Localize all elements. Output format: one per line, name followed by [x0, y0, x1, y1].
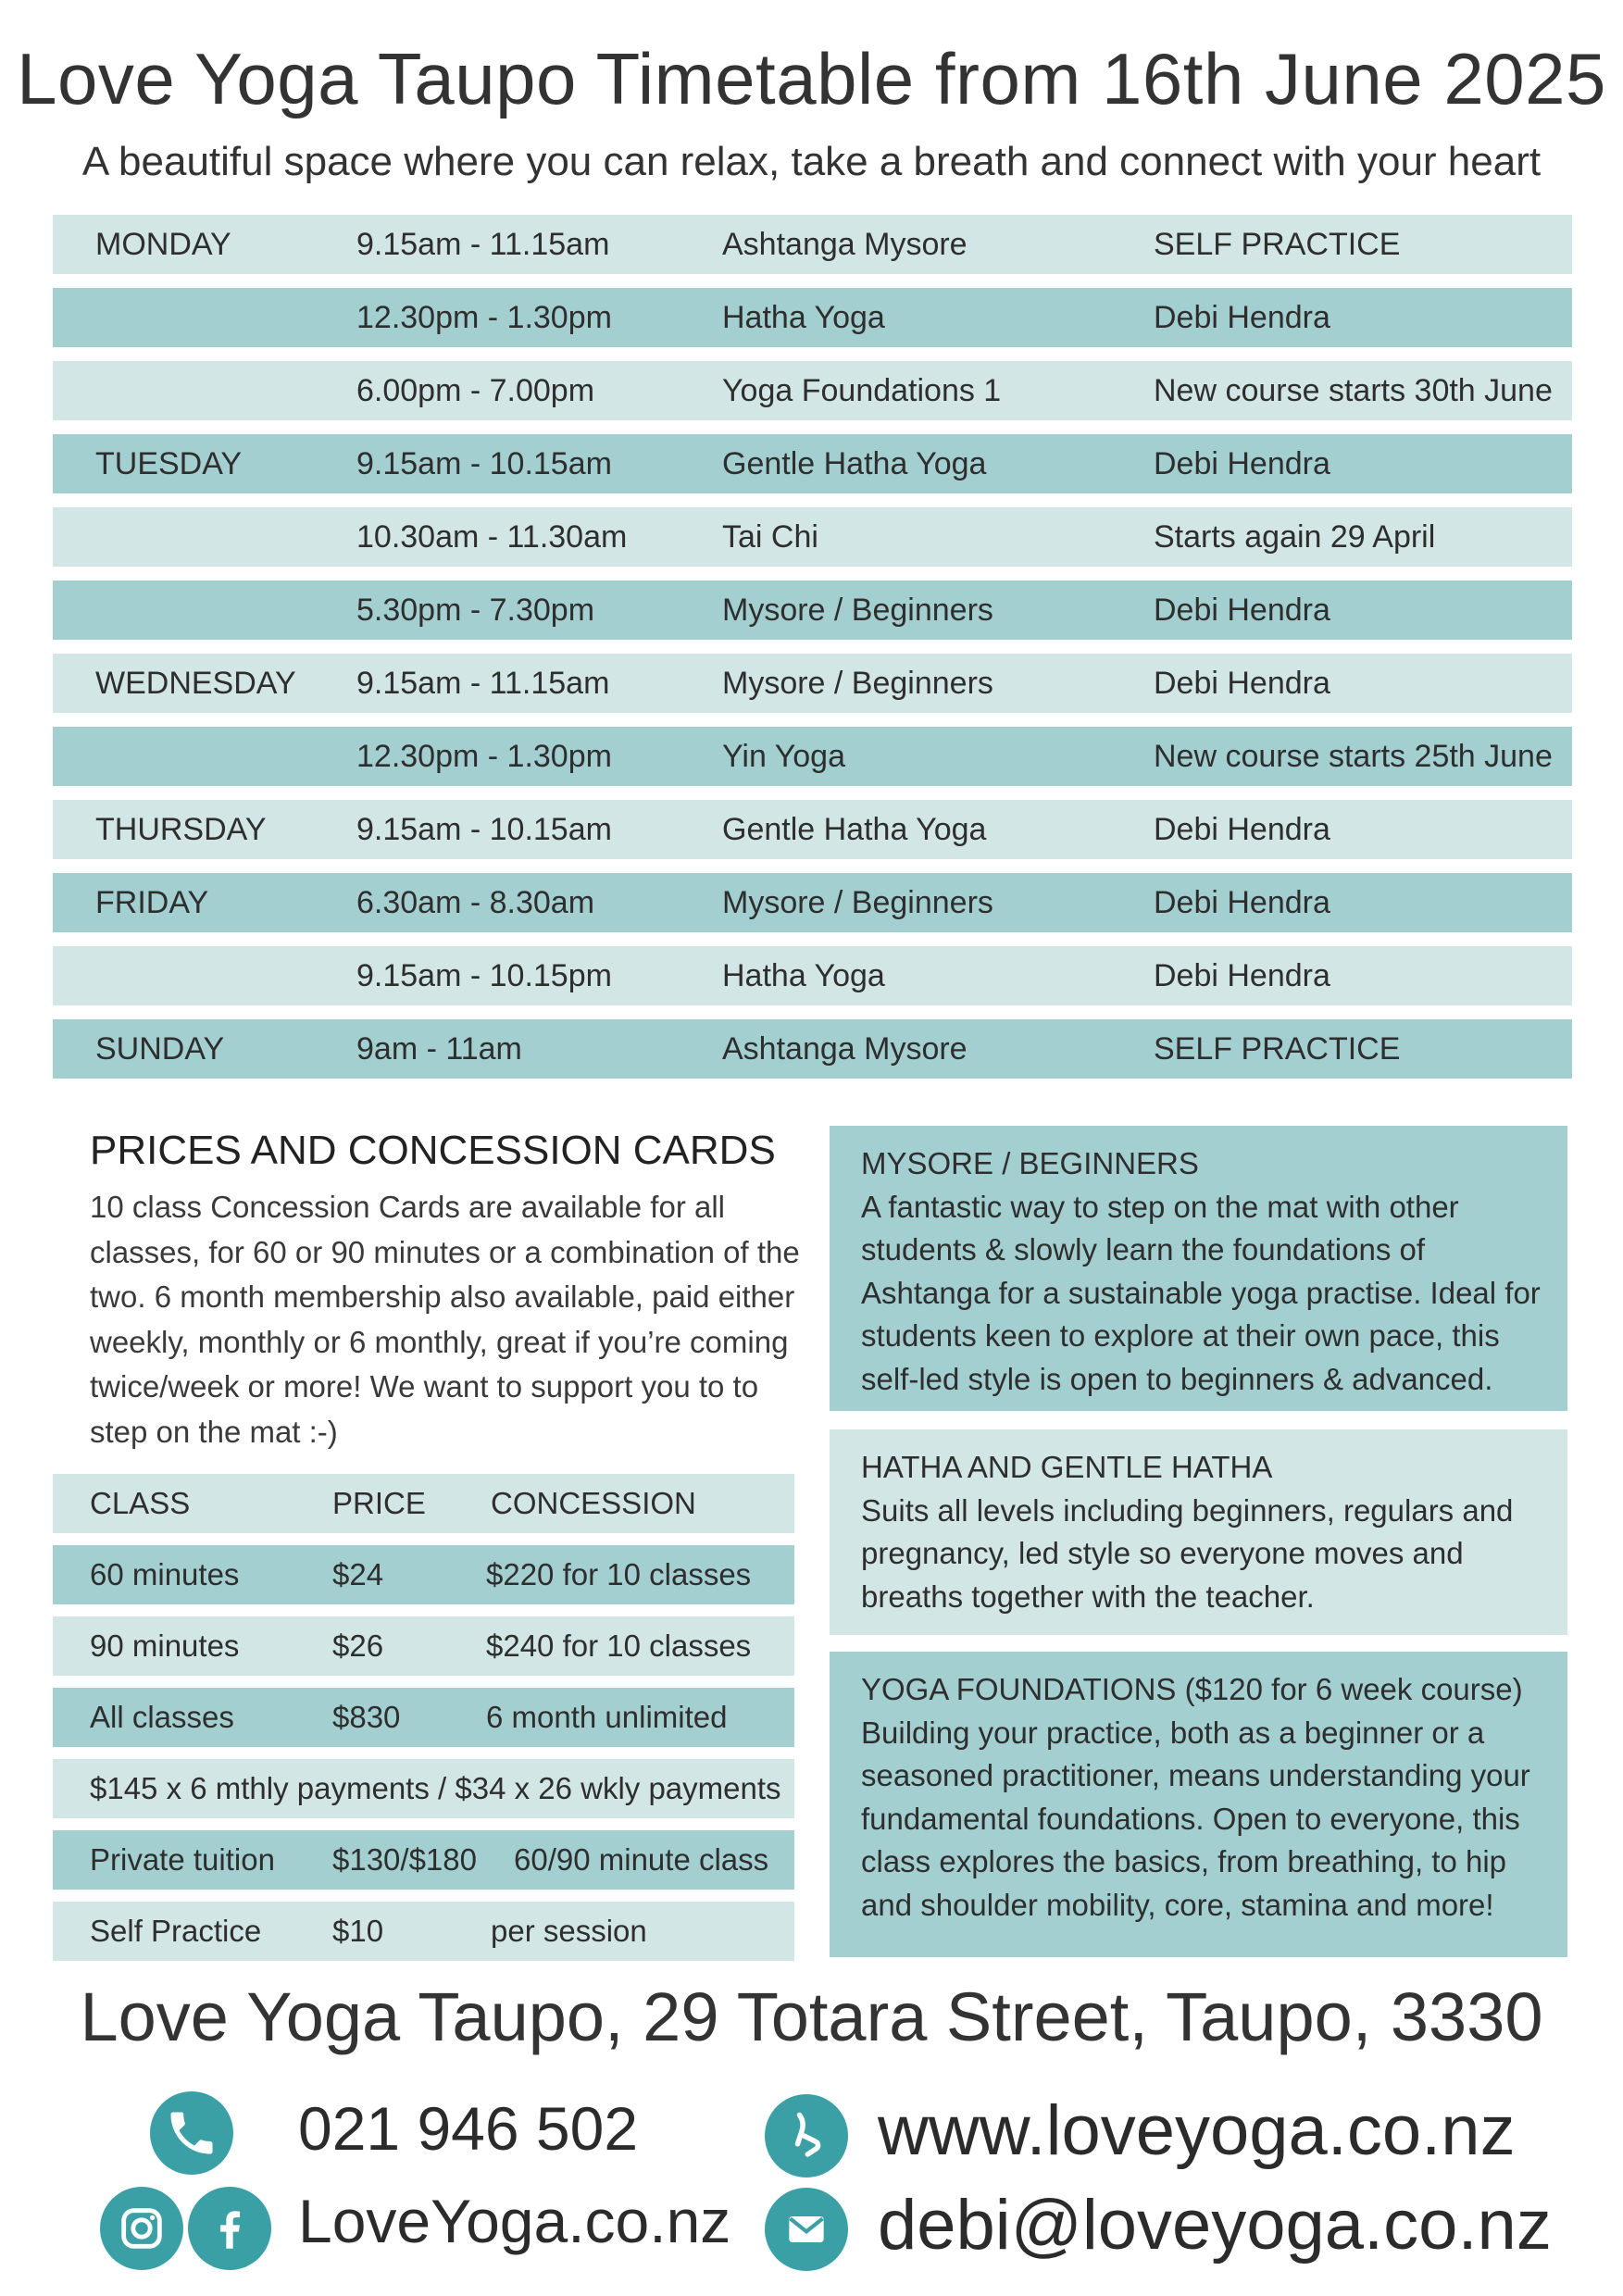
- day-cell: FRIDAY: [95, 884, 209, 920]
- price-class: 60 minutes: [90, 1557, 240, 1591]
- time-cell: 9am - 11am: [356, 1030, 522, 1067]
- class-cell: Ashtanga Mysore: [722, 226, 968, 262]
- price-concession: per session: [491, 1914, 647, 1948]
- page-subtitle: A beautiful space where you can relax, take a breath and connect with your heart: [81, 139, 1542, 184]
- hatha-description: [830, 1429, 1567, 1635]
- timetable-row: [53, 361, 1572, 420]
- note-cell: SELF PRACTICE: [1154, 1030, 1401, 1067]
- time-cell: 6.00pm - 7.00pm: [356, 372, 595, 408]
- timetable-row: [53, 727, 1572, 786]
- time-cell: 9.15am - 10.15am: [356, 445, 612, 481]
- timetable-row: [53, 215, 1572, 274]
- email-link[interactable]: debi@loveyoga.co.nz: [878, 2186, 1552, 2265]
- foundations-description: [830, 1652, 1567, 1957]
- price-class: 90 minutes: [90, 1628, 240, 1663]
- day-cell: MONDAY: [95, 226, 231, 262]
- studio-address: Love Yoga Taupo, 29 Totara Street, Taupo, 3330: [80, 1978, 1543, 2055]
- class-cell: Yoga Foundations 1: [722, 372, 1002, 408]
- price-concession: 6 month unlimited: [486, 1700, 728, 1734]
- time-cell: 9.15am - 11.15am: [356, 226, 610, 262]
- price-table-header: [53, 1474, 794, 1533]
- class-cell: Gentle Hatha Yoga: [722, 445, 987, 481]
- website-link[interactable]: www.loveyoga.co.nz: [878, 2091, 1516, 2170]
- price-value: $130/$180: [332, 1842, 477, 1877]
- price-row: [53, 1830, 794, 1890]
- class-cell: Hatha Yoga: [722, 299, 885, 335]
- timetable-row: [53, 1019, 1572, 1079]
- time-cell: 10.30am - 11.30am: [356, 518, 628, 555]
- note-cell: Debi Hendra: [1154, 665, 1330, 701]
- note-cell: Debi Hendra: [1154, 811, 1330, 847]
- price-row: [53, 1902, 794, 1961]
- instagram-icon[interactable]: [100, 2187, 183, 2270]
- note-cell: New course starts 25th June: [1154, 738, 1553, 774]
- price-concession: 60/90 minute class: [514, 1842, 769, 1877]
- price-row: [53, 1688, 794, 1747]
- price-value: $830: [332, 1700, 401, 1734]
- price-class: Self Practice: [90, 1914, 262, 1948]
- class-cell: Yin Yoga: [722, 738, 845, 774]
- day-cell: THURSDAY: [95, 811, 267, 847]
- mysore-description: [830, 1126, 1567, 1411]
- phone-number[interactable]: 021 946 502: [298, 2094, 639, 2163]
- price-row: [53, 1616, 794, 1676]
- price-class: All classes: [90, 1700, 234, 1734]
- desc-heading: MYSORE / BEGINNERS: [861, 1146, 1199, 1180]
- note-cell: Debi Hendra: [1154, 957, 1330, 993]
- note-cell: Debi Hendra: [1154, 299, 1330, 335]
- day-cell: WEDNESDAY: [95, 665, 296, 701]
- phone-icon: [150, 2091, 233, 2175]
- header-price: PRICE: [332, 1486, 426, 1520]
- timetable-row: [53, 580, 1572, 640]
- timetable-row: [53, 654, 1572, 713]
- timetable-row: [53, 873, 1572, 932]
- class-cell: Mysore / Beginners: [722, 592, 993, 628]
- note-cell: New course starts 30th June: [1154, 372, 1553, 408]
- page-title: Love Yoga Taupo Timetable from 16th June 2025: [17, 38, 1606, 119]
- class-cell: Mysore / Beginners: [722, 884, 993, 920]
- desc-text: Suits all levels including beginners, regulars and pregnancy, led style so everyone moves and breaths together with the teacher.: [861, 1492, 1514, 1614]
- timetable-row: [53, 946, 1572, 1005]
- day-cell: SUNDAY: [95, 1030, 225, 1067]
- social-handle[interactable]: LoveYoga.co.nz: [298, 2187, 731, 2255]
- class-cell: Gentle Hatha Yoga: [722, 811, 987, 847]
- time-cell: 6.30am - 8.30am: [356, 884, 595, 920]
- web-icon: [765, 2094, 848, 2177]
- price-concession: $220 for 10 classes: [486, 1557, 752, 1591]
- payment-plan: $145 x 6 mthly payments / $34 x 26 wkly payments: [90, 1771, 781, 1805]
- header-concession: CONCESSION: [491, 1486, 696, 1520]
- timetable-row: [53, 800, 1572, 859]
- time-cell: 12.30pm - 1.30pm: [356, 299, 612, 335]
- email-icon: [765, 2188, 848, 2271]
- class-cell: Mysore / Beginners: [722, 665, 993, 701]
- price-value: $10: [332, 1914, 384, 1948]
- note-cell: Debi Hendra: [1154, 884, 1330, 920]
- price-value: $26: [332, 1628, 384, 1663]
- desc-heading: YOGA FOUNDATIONS ($120 for 6 week course): [861, 1672, 1523, 1706]
- note-cell: Debi Hendra: [1154, 445, 1330, 481]
- time-cell: 5.30pm - 7.30pm: [356, 592, 595, 628]
- prices-heading: PRICES AND CONCESSION CARDS: [90, 1128, 776, 1173]
- payment-plan-row: [53, 1759, 794, 1818]
- time-cell: 9.15am - 11.15am: [356, 665, 610, 701]
- desc-text: A fantastic way to step on the mat with other students & slowly learn the foundations of Ashtanga for a sustainable yoga practise. Ideal for students keen to explore at their own pace, this self-led style is open to beginners & advanced.: [861, 1189, 1541, 1396]
- price-row: [53, 1545, 794, 1604]
- desc-heading: HATHA AND GENTLE HATHA: [861, 1450, 1273, 1484]
- note-cell: SELF PRACTICE: [1154, 226, 1401, 262]
- class-cell: Tai Chi: [722, 518, 818, 555]
- class-cell: Hatha Yoga: [722, 957, 885, 993]
- price-value: $24: [332, 1557, 384, 1591]
- timetable-row: [53, 507, 1572, 567]
- header-class: CLASS: [90, 1486, 191, 1520]
- timetable-row: [53, 288, 1572, 347]
- timetable-row: [53, 434, 1572, 493]
- day-cell: TUESDAY: [95, 445, 243, 481]
- note-cell: Starts again 29 April: [1154, 518, 1436, 555]
- price-concession: $240 for 10 classes: [486, 1628, 752, 1663]
- desc-text: Building your practice, both as a beginner or a seasoned practitioner, means understanding your fundamental foundations. Open to everyone, this class explores the basics, from breathing, to hip and shoulder mobility, core, stamina and more!: [861, 1715, 1530, 1922]
- price-class: Private tuition: [90, 1842, 275, 1877]
- note-cell: Debi Hendra: [1154, 592, 1330, 628]
- time-cell: 9.15am - 10.15am: [356, 811, 612, 847]
- time-cell: 12.30pm - 1.30pm: [356, 738, 612, 774]
- prices-description: 10 class Concession Cards are available for all classes, for 60 or 90 minutes or a combination of the two. 6 month membership also available, paid either weekly, monthly or 6 monthly, great if you’re coming twice/week or more! We want to support you to to step on the mat :-): [90, 1190, 800, 1449]
- class-cell: Ashtanga Mysore: [722, 1030, 968, 1067]
- facebook-icon[interactable]: [188, 2187, 271, 2270]
- time-cell: 9.15am - 10.15pm: [356, 957, 612, 993]
